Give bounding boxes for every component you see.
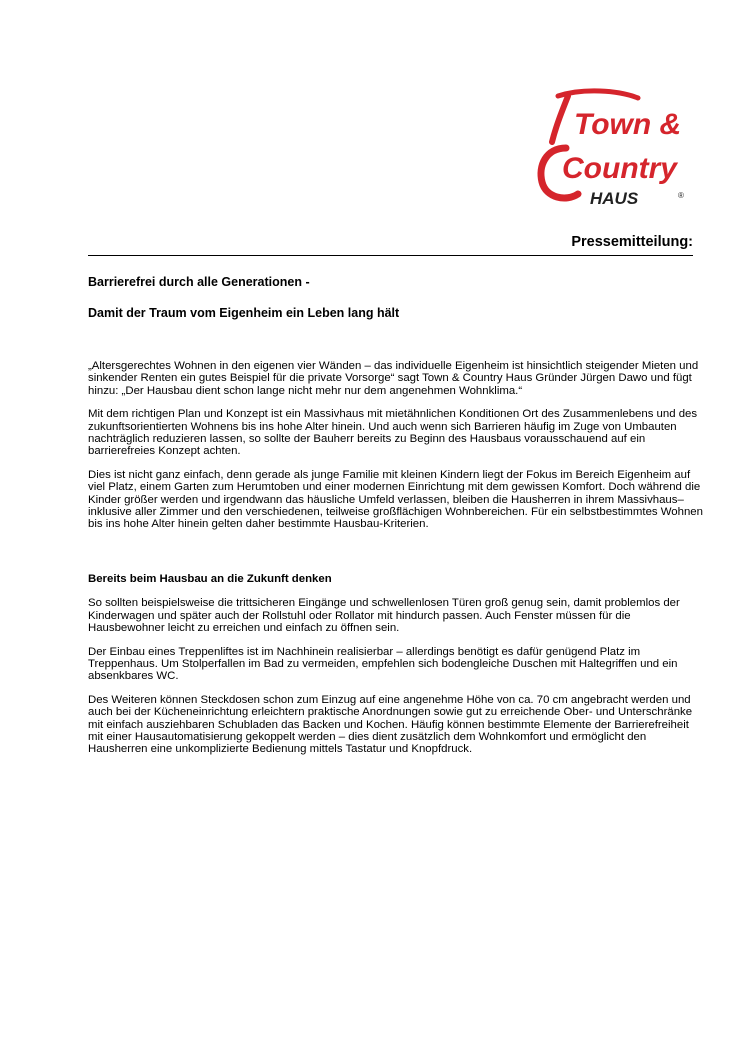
town-country-haus-logo [528, 86, 698, 211]
logo-text-country: Country [562, 152, 677, 185]
press-release-label: Pressemitteilung: [571, 234, 693, 250]
section-heading: Bereits beim Hausbau an die Zukunft denken [88, 572, 332, 585]
paragraph: Der Einbau eines Treppenliftes ist im Nachhinein realisierbar – allerdings benötigt es dafür genügend Platz im Treppenhaus. Um Stolperfallen im Bad zu vermeiden, empfehlen sich bodengleiche Duschen mit Haltegriffen und ein absenkbares WC. [88, 645, 678, 683]
header-divider [88, 255, 693, 256]
paragraph: Dies ist nicht ganz einfach, denn gerade als junge Familie mit kleinen Kindern liegt der Fokus im Bereich Eigenheim auf viel Platz, einem Garten zum Herumtoben und einer modernen Einrichtung mit dem gewissen Komfort. Doch während die Kinder größer werden und irgendwann das häusliche Umfeld verlassen, bleiben die Hausherren in ihrem Massivhaus– inklusive aller Zimmer und den verschiedenen, teilweise großflächigen Wohnbereichen. Für ein selbstbestimmtes Wohnen bis ins hohe Alter hinein gelten daher bestimmte Hausbau-Kriterien. [88, 468, 703, 531]
registered-mark: ® [678, 191, 684, 200]
headline: Barrierefrei durch alle Generationen - [88, 275, 310, 289]
logo-text-town: Town & [574, 108, 682, 141]
subheadline: Damit der Traum vom Eigenheim ein Leben lang hält [88, 306, 400, 320]
paragraph: So sollten beispielsweise die trittsicheren Eingänge und schwellenlosen Türen groß genug sein, damit problemlos der Kinderwagen und später auch der Rollstuhl oder Rollator mit hindurch passen. Auch Fenster müssen für die Hausbewohner leicht zu erreichen und einfach zu öffnen sein. [88, 597, 680, 635]
paragraph: Des Weiteren können Steckdosen schon zum Einzug auf eine angenehme Höhe von ca. 70 cm angebracht werden und auch bei der Kücheneinrichtung erleichtern praktische Anordnungen sowie gut zu erreichende Ober- und Unterschränke mit einfach ausziehbaren Schubladen das Backen und Kochen. Häufig können bestimmte Elemente der Barrierefreiheit mit einer Hausautomatisierung gekoppelt werden – dies dient zusätzlich dem Wohnkomfort und ermöglicht den Hausherren eine unkomplizierte Bedienung mittels Tastatur und Knopfdruck. [88, 693, 693, 756]
article-body [88, 360, 703, 767]
paragraph: „Altersgerechtes Wohnen in den eigenen vier Wänden – das individuelle Eigenheim ist hinsichtlich steigender Mieten und sinkender Renten ein gutes Beispiel für die private Vorsorge“ sagt Town & Country Haus Gründer Jürgen Dawo und fügt hinzu: „Der Hausbau dient schon lange nicht mehr nur dem angenehmen Wohnklima.“ [88, 360, 699, 397]
paragraph: Mit dem richtigen Plan und Konzept ist ein Massivhaus mit mietähnlichen Konditionen Ort des Zusammenlebens und des zukunftsorientierten Wohnens bis ins hohe Alter hinein. Und auch wenn sich Barrieren häufig im Zuge von Umbauten nachträglich reduzieren lassen, so sollte der Bauherr bereits zu Beginn des Hausbaus vorausschauend auf ein barrierefreies Konzept achten. [88, 408, 698, 458]
logo-text-haus: HAUS [590, 189, 639, 208]
